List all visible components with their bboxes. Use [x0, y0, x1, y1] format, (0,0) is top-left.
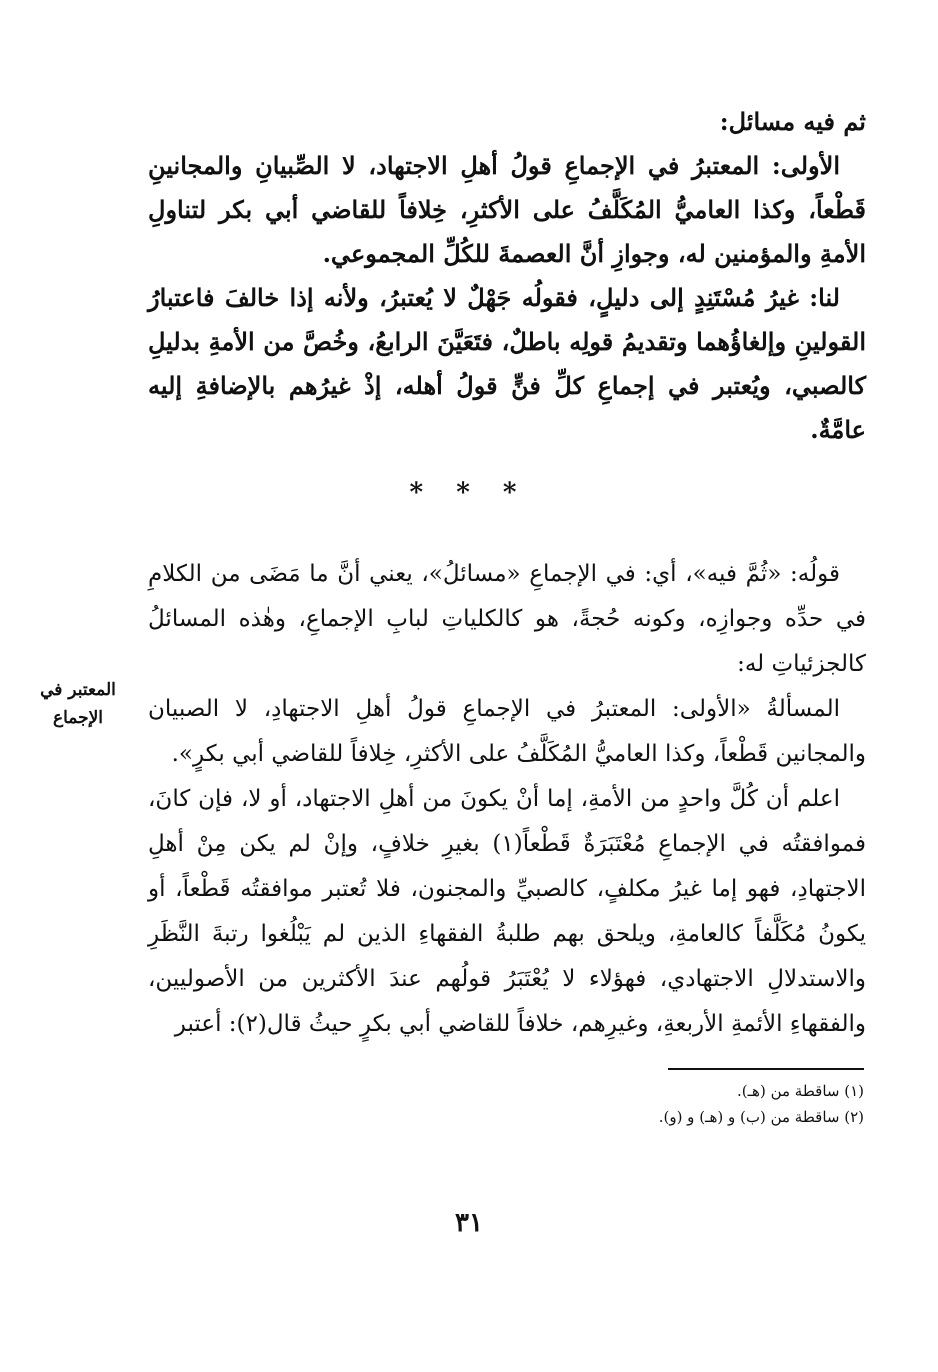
footnote-divider: [668, 1068, 864, 1070]
page-number: ٣١: [455, 1208, 483, 1238]
matn-heading: ثم فيه مسائل:: [719, 107, 866, 136]
commentary-paragraph-body: اعلم أن كُلَّ واحدٍ من الأمةِ، إما أنْ يكونَ من أهلِ الاجتهاد، أو لا، فإن كانَ، فموافقتُه في الإجماعِ مُعْتَبَرَةٌ قَطْعاً(١) بغيرِ خلافٍ، وإنْ لم يكن مِنْ أهلِ الاجتهادِ، فهو إما غيرُ مكلفٍ، كالصبيِّ والمجنون، فلا تُعتبر موافقتُه قَطْعاً، أو يكونُ مُكَلَّفاً كالعامةِ، ويلحق بهم طلبةُ الفقهاءِ الذين لم يَبْلُغوا رتبةَ النَّظَرِ والاستدلالِ الاجتهادي، فهؤلاء لا يُعْتَبَرُ قولُهم عندَ الأكثرين من الأصوليين، والفقهاءِ الأئمةِ الأربعةِ، وغيرِهم، خلافاً للقاضي أبي بكرٍ حيثُ قال(٢): أعتبر: [148, 786, 866, 1037]
commentary-paragraph-intro: قولُه: «ثُمَّ فيه»، أي: في الإجماعِ «مسائلُ»، يعني أنَّ ما مَضَى من الكلامِ في حدِّه وجوازِه، وكونه حُجةً، هو كالكلياتِ لبابِ الإجماعِ، وهٰذه المسائلُ كالجزئياتِ له:: [148, 561, 866, 677]
footnotes: [460, 1078, 864, 1130]
margin-note-line: الإجماع: [52, 708, 104, 728]
margin-note-line: المعتبر في: [40, 680, 116, 700]
commentary-text-block: [148, 552, 866, 1047]
matn-paragraph-second: لنا: غيرُ مُسْتَنِدٍ إلى دليلٍ، فقولُه جَهْلٌ لا يُعتبرُ، ولأنه إذا خالفَ فاعتبارُ القولينِ وإلغاؤُهما وتقديمُ قولِه باطلٌ، فتَعَيَّنَ الرابعُ، وخُصَّ من الأمةِ بدليلِ كالصبي، ويُعتبر في إجماعِ كلِّ فنٍّ قولُ أهله، إذْ غيرُهم بالإضافةِ إليه عامَّةٌ.: [148, 283, 867, 444]
matn-paragraph-first: الأولى: المعتبرُ في الإجماعِ قولُ أهلِ الاجتهاد، لا الصِّبيانِ والمجانينِ قَطْعاً، وكذا العاميُّ المُكَلَّفُ على الأكثرِ، خِلافاً للقاضي أبي بكر لتناولِ الأمةِ والمؤمنين له، وجوازِ أنَّ العصمةَ للكُلِّ المجموعي.: [148, 151, 866, 268]
matn-text-block: [148, 100, 866, 452]
section-separator: * * *: [409, 478, 529, 508]
margin-note: [28, 676, 128, 732]
commentary-paragraph-quote: المسألةُ «الأولى: المعتبرُ في الإجماعِ قولُ أهلِ الاجتهادِ، لا الصبيان والمجانين قَطْعاً، وكذا العاميُّ المُكَلَّفُ على الأكثرِ، خِلافاً للقاضي أبي بكرٍ».: [148, 696, 866, 767]
footnote-item: (١) ساقطة من (هـ).: [737, 1082, 864, 1100]
footnote-item: (٢) ساقطة من (ب) و (هـ) و (و).: [658, 1108, 864, 1126]
